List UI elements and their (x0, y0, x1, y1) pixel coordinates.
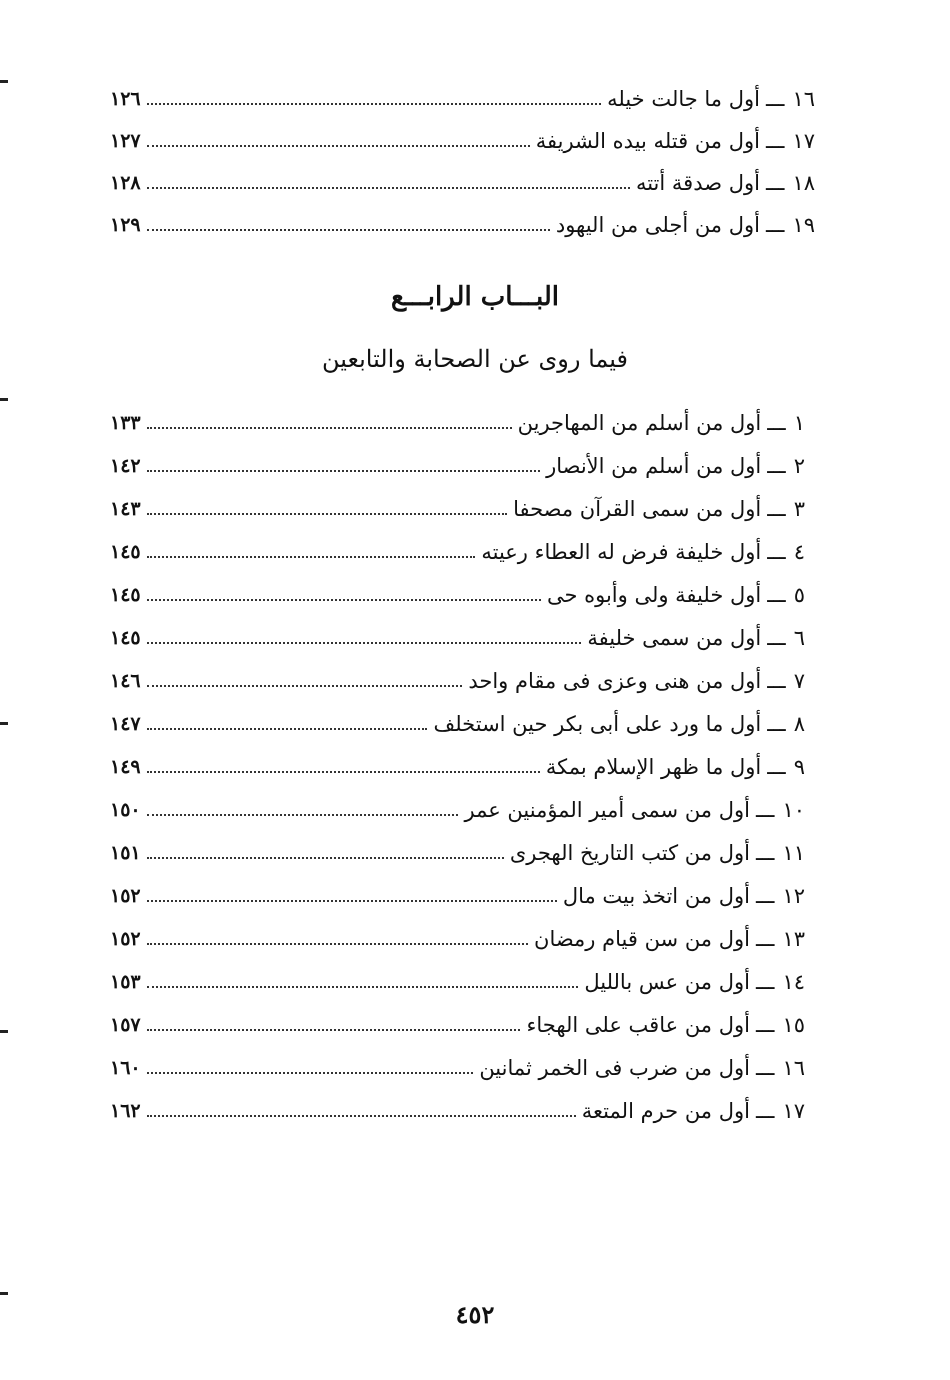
dot-leader (147, 599, 541, 601)
entry-page-number: ١٣٣ (110, 412, 141, 434)
entry-number: ١١ (782, 841, 805, 865)
toc-entry (110, 490, 805, 524)
toc-entry (110, 122, 815, 156)
entry-title: أول ما ورد على أبى بكر حين استخلف (433, 712, 762, 736)
toc-entry (110, 404, 805, 438)
toc-entry (110, 533, 805, 567)
entry-number: ١٤ (782, 970, 805, 994)
entry-page-number: ١٥٠ (110, 799, 141, 821)
toc-entry (110, 705, 805, 739)
scan-edge-mark (0, 1030, 8, 1033)
entry-page-number: ١٢٩ (110, 214, 141, 236)
toc-entry (110, 1049, 805, 1083)
entry-dash: ـــ (765, 129, 785, 153)
entry-page-number: ١٢٦ (110, 88, 141, 110)
entry-page-number: ١٤٩ (110, 756, 141, 778)
entry-title: أول من حرم المتعة (581, 1099, 750, 1123)
entry-title: أول من سمى خليفة (587, 626, 762, 650)
dot-leader (147, 1029, 521, 1031)
entry-number: ٣ (793, 497, 805, 521)
entry-number: ١٢ (782, 884, 805, 908)
entry-title: أول من كتب التاريخ الهجرى (509, 841, 750, 865)
entry-dash: ـــ (755, 798, 775, 822)
entry-page-number: ١٤٥ (110, 627, 141, 649)
entry-page-number: ١٤٦ (110, 670, 141, 692)
toc-entry (110, 80, 815, 114)
entry-page-number: ١٥٧ (110, 1014, 141, 1036)
dot-leader (147, 642, 582, 644)
toc-entry (110, 206, 815, 240)
chapter-title: البـــاب الرابـــع (391, 282, 559, 312)
entry-title: أول خليفة ولى وأبوه حى (546, 583, 762, 607)
page-number: ٤٥٢ (455, 1300, 495, 1329)
entry-number: ٥ (793, 583, 805, 607)
entry-page-number: ١٤٣ (110, 498, 141, 520)
entry-dash: ـــ (767, 583, 786, 607)
entry-dash: ـــ (767, 669, 786, 693)
entry-dash: ـــ (767, 540, 786, 564)
dot-leader (147, 187, 630, 189)
entry-dash: ـــ (767, 454, 786, 478)
entry-page-number: ١٤٥ (110, 541, 141, 563)
toc-entry (110, 877, 805, 911)
dot-leader (147, 229, 550, 231)
scan-edge-mark (0, 80, 8, 83)
entry-title: أول من عس بالليل (584, 970, 750, 994)
dot-leader (147, 103, 602, 105)
entry-number: ٦ (793, 626, 805, 650)
entry-page-number: ١٥٣ (110, 971, 141, 993)
entry-dash: ـــ (767, 626, 786, 650)
dot-leader (147, 986, 579, 988)
toc-entry (110, 1092, 805, 1126)
entry-title: أول من ضرب فى الخمر ثمانين (479, 1056, 750, 1080)
entry-number: ١٨ (792, 171, 815, 195)
dot-leader (147, 728, 428, 730)
toc-entry (110, 619, 805, 653)
entry-title: أول من هنى وعزى فى مقام واحد (468, 669, 762, 693)
entry-dash: ـــ (765, 87, 785, 111)
toc-entry (110, 1006, 805, 1040)
entry-title: أول من قتله بيده الشريفة (535, 129, 760, 153)
dot-leader (147, 513, 507, 515)
entry-page-number: ١٤٧ (110, 713, 141, 735)
toc-entry (110, 963, 805, 997)
entry-dash: ـــ (755, 1013, 775, 1037)
entry-number: ١٧ (792, 129, 815, 153)
entry-dash: ـــ (767, 411, 786, 435)
entry-page-number: ١٢٨ (110, 172, 141, 194)
entry-number: ٨ (793, 712, 805, 736)
entry-dash: ـــ (755, 970, 775, 994)
entry-dash: ـــ (767, 712, 786, 736)
entry-title: أول من أجلى من اليهود (555, 213, 760, 237)
dot-leader (147, 427, 512, 429)
dot-leader (147, 857, 504, 859)
scan-edge-mark (0, 398, 8, 401)
dot-leader (147, 900, 557, 902)
chapter-subtitle: فيما روى عن الصحابة والتابعين (321, 345, 628, 373)
entry-number: ١٦ (792, 87, 815, 111)
entry-page-number: ١٥٢ (110, 885, 141, 907)
entry-dash: ـــ (765, 213, 785, 237)
entry-number: ٢ (793, 454, 805, 478)
dot-leader (147, 1115, 576, 1117)
dot-leader (147, 685, 463, 687)
toc-entry (110, 576, 805, 610)
dot-leader (147, 470, 540, 472)
entry-page-number: ١٥١ (110, 842, 141, 864)
dot-leader (147, 943, 528, 945)
entry-dash: ـــ (765, 171, 785, 195)
toc-entry (110, 920, 805, 954)
entry-page-number: ١٢٧ (110, 130, 141, 152)
entry-dash: ـــ (755, 1099, 775, 1123)
dot-leader (147, 771, 540, 773)
toc-entry (110, 447, 805, 481)
entry-dash: ـــ (755, 927, 775, 951)
dot-leader (147, 1072, 474, 1074)
entry-number: ١٥ (782, 1013, 805, 1037)
dot-leader (147, 145, 530, 147)
entry-title: أول من اتخذ بيت مال (562, 884, 750, 908)
entry-title: أول من سمى أمير المؤمنين عمر (464, 798, 750, 822)
entry-dash: ـــ (755, 884, 775, 908)
entry-page-number: ١٤٥ (110, 584, 141, 606)
entry-dash: ـــ (755, 841, 775, 865)
entry-page-number: ١٦٢ (110, 1100, 141, 1122)
dot-leader (147, 556, 476, 558)
toc-entry (110, 662, 805, 696)
dot-leader (147, 814, 459, 816)
entry-number: ١٧ (782, 1099, 805, 1123)
scan-edge-mark (0, 722, 8, 725)
toc-entry (110, 164, 815, 198)
entry-title: أول من أسلم من الأنصار (546, 454, 762, 478)
scan-edge-mark (0, 1292, 8, 1295)
entry-title: أول من عاقب على الهجاء (526, 1013, 750, 1037)
entry-number: ١٠ (782, 798, 805, 822)
entry-number: ٧ (793, 669, 805, 693)
entry-number: ٤ (793, 540, 805, 564)
entry-number: ١٩ (792, 213, 815, 237)
toc-entry (110, 748, 805, 782)
entry-number: ٩ (793, 755, 805, 779)
entry-dash: ـــ (767, 755, 786, 779)
entry-title: أول من أسلم من المهاجرين (517, 411, 762, 435)
toc-entry (110, 834, 805, 868)
toc-entry (110, 791, 805, 825)
entry-number: ١ (793, 411, 805, 435)
entry-number: ١٣ (782, 927, 805, 951)
entry-dash: ـــ (767, 497, 786, 521)
entry-title: أول من سمى القرآن مصحفا (513, 497, 762, 521)
entry-page-number: ١٤٢ (110, 455, 141, 477)
entry-title: أول صدقة أتته (635, 171, 760, 195)
entry-title: أول من سن قيام رمضان (534, 927, 750, 951)
entry-dash: ـــ (755, 1056, 775, 1080)
entry-page-number: ١٥٢ (110, 928, 141, 950)
entry-title: أول خليفة فرض له العطاء رعيته (481, 540, 762, 564)
entry-page-number: ١٦٠ (110, 1057, 141, 1079)
entry-title: أول ما ظهر الإسلام بمكة (545, 755, 762, 779)
entry-title: أول ما جالت خيله (607, 87, 760, 111)
entry-number: ١٦ (782, 1056, 805, 1080)
